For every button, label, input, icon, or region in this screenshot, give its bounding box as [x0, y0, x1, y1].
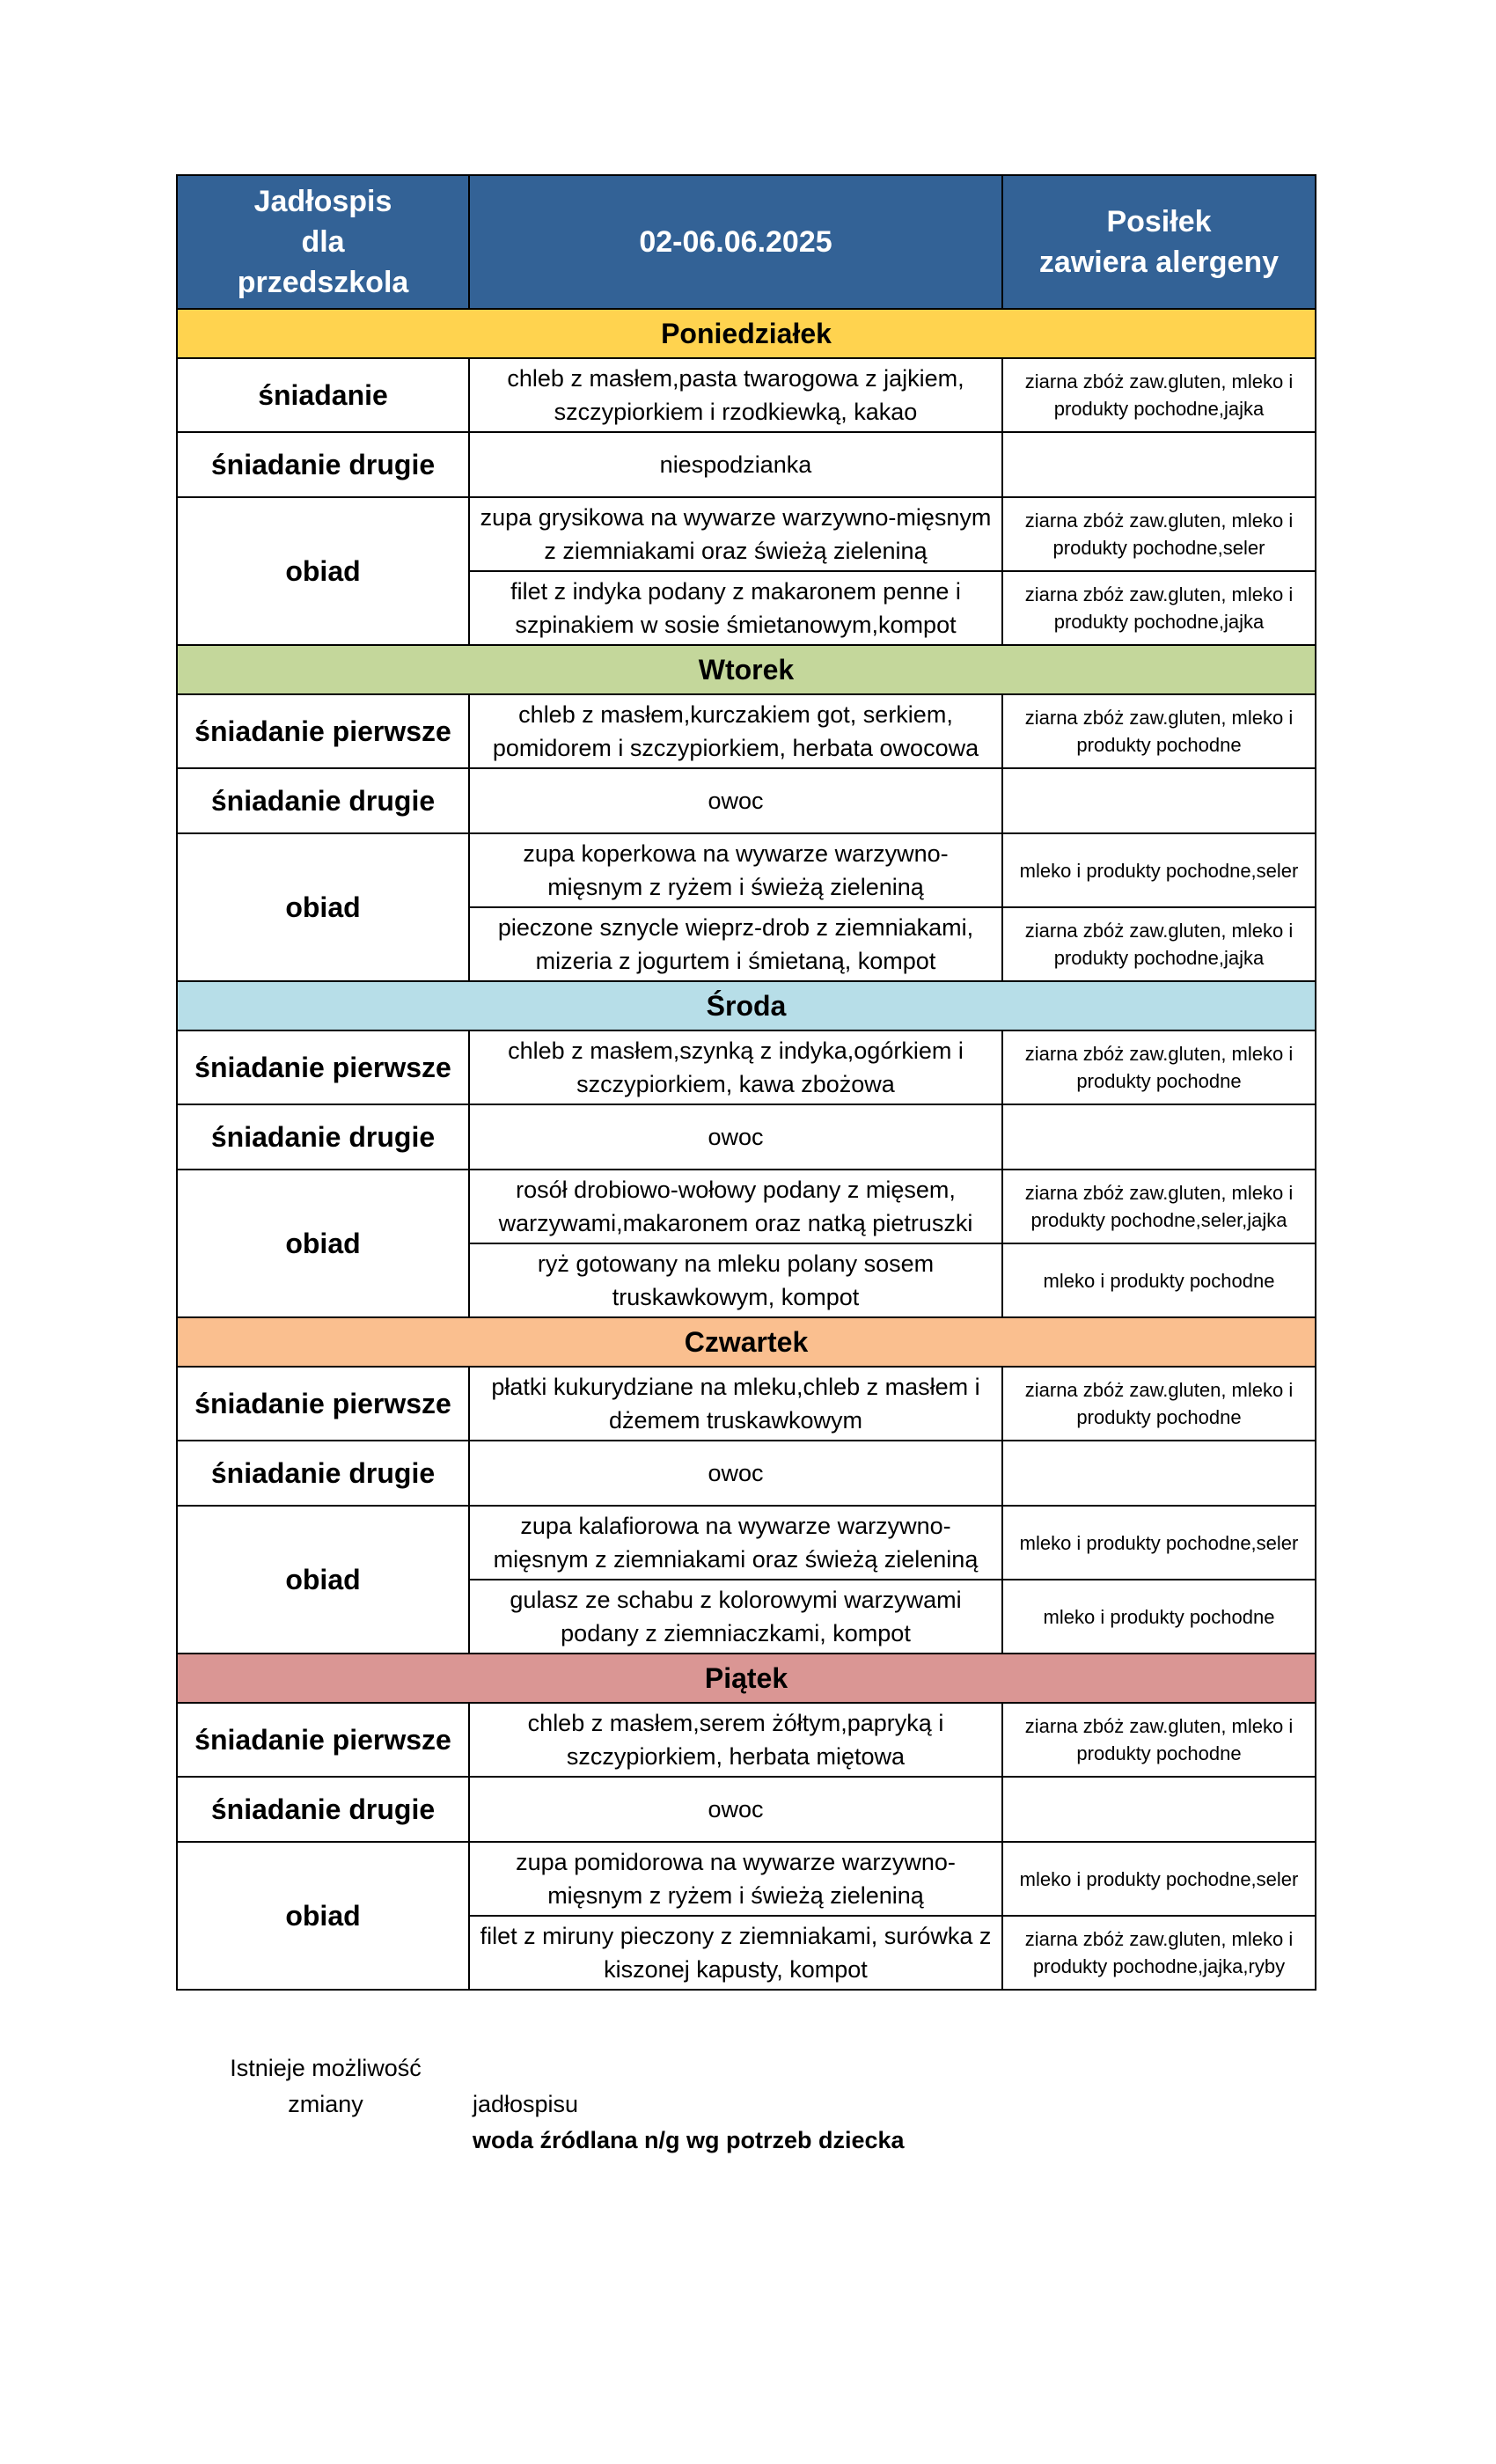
allergen-text: ziarna zbóż zaw.gluten, mleko i produkty pochodne,seler	[1002, 497, 1316, 571]
allergen-text: ziarna zbóż zaw.gluten, mleko i produkty pochodne	[1002, 1367, 1316, 1441]
dish-text: owoc	[469, 1104, 1002, 1170]
header-row	[177, 175, 1316, 309]
dish-text: rosół drobiowo-wołowy podany z mięsem, warzywami,makaronem oraz natką pietruszki	[469, 1170, 1002, 1243]
meal-row-breakfast	[177, 1703, 1316, 1777]
allergen-text	[1002, 1441, 1316, 1506]
dish-text: zupa pomidorowa na wywarze warzywno-mięsnym z ryżem i świeżą zieleniną	[469, 1842, 1002, 1916]
allergen-text	[1002, 1104, 1316, 1170]
allergen-text: mleko i produkty pochodne,seler	[1002, 833, 1316, 907]
allergen-text: mleko i produkty pochodne,seler	[1002, 1842, 1316, 1916]
meal-label: śniadanie drugie	[177, 768, 469, 833]
dish-text: filet z indyka podany z makaronem penne i szpinakiem w sosie śmietanowym,kompot	[469, 571, 1002, 645]
allergen-text	[1002, 1777, 1316, 1842]
meal-label: śniadanie pierwsze	[177, 1367, 469, 1441]
meal-label: śniadanie pierwsze	[177, 694, 469, 768]
meal-row-dinner-soup	[177, 833, 1316, 907]
allergen-text: mleko i produkty pochodne,seler	[1002, 1506, 1316, 1580]
meal-row-dinner-soup	[177, 1506, 1316, 1580]
meal-row-second-breakfast	[177, 1441, 1316, 1506]
day-name: Środa	[177, 981, 1316, 1030]
water-note: woda źródlana n/g wg potrzeb dziecka	[473, 2127, 905, 2153]
meal-row-breakfast	[177, 1030, 1316, 1104]
day-header-row	[177, 309, 1316, 358]
dish-text: zupa grysikowa na wywarze warzywno-mięsnym z ziemniakami oraz świeżą zieleniną	[469, 497, 1002, 571]
meal-row-second-breakfast	[177, 1777, 1316, 1842]
dish-text: chleb z masłem,pasta twarogowa z jajkiem, szczypiorkiem i rzodkiewką, kakao	[469, 358, 1002, 432]
allergen-text: ziarna zbóż zaw.gluten, mleko i produkty pochodne,jajka	[1002, 907, 1316, 981]
meal-label: obiad	[177, 1842, 469, 1990]
dish-text: owoc	[469, 1777, 1002, 1842]
allergen-text: ziarna zbóż zaw.gluten, mleko i produkty pochodne	[1002, 1030, 1316, 1104]
meal-label: śniadanie drugie	[177, 1441, 469, 1506]
day-name: Czwartek	[177, 1317, 1316, 1367]
meal-row-breakfast	[177, 1367, 1316, 1441]
allergen-text	[1002, 432, 1316, 497]
day-header-row	[177, 1654, 1316, 1703]
allergen-text: mleko i produkty pochodne	[1002, 1243, 1316, 1317]
change-note-part1: Istnieje możliwość zmiany	[230, 2055, 422, 2117]
dish-text: filet z miruny pieczony z ziemniakami, surówka z kiszonej kapusty, kompot	[469, 1916, 1002, 1990]
allergen-text: ziarna zbóż zaw.gluten, mleko i produkty pochodne,jajka,ryby	[1002, 1916, 1316, 1990]
meal-label: śniadanie drugie	[177, 1104, 469, 1170]
day-name: Poniedziałek	[177, 309, 1316, 358]
menu-table	[176, 174, 1316, 1991]
dish-text: owoc	[469, 1441, 1002, 1506]
dish-text: chleb z masłem,szynką z indyka,ogórkiem i szczypiorkiem, kawa zbożowa	[469, 1030, 1002, 1104]
meal-label: obiad	[177, 833, 469, 981]
day-name: Wtorek	[177, 645, 1316, 694]
meal-row-breakfast	[177, 694, 1316, 768]
dish-text: zupa kalafiorowa na wywarze warzywno-mięsnym z ziemniakami oraz świeżą zieleniną	[469, 1506, 1002, 1580]
meal-row-breakfast	[177, 358, 1316, 432]
meal-row-second-breakfast	[177, 1104, 1316, 1170]
meal-label: śniadanie drugie	[177, 432, 469, 497]
menu-title: Jadłospis dla przedszkola	[177, 175, 469, 309]
dish-text: pieczone sznycle wieprz-drob z ziemniakami, mizeria z jogurtem i śmietaną, kompot	[469, 907, 1002, 981]
change-note-part2: jadłospisu	[473, 2091, 579, 2117]
allergen-text: ziarna zbóż zaw.gluten, mleko i produkty pochodne,jajka	[1002, 358, 1316, 432]
dish-text: niespodzianka	[469, 432, 1002, 497]
day-name: Piątek	[177, 1654, 1316, 1703]
meal-label: obiad	[177, 1506, 469, 1654]
allergen-text	[1002, 768, 1316, 833]
meal-row-second-breakfast	[177, 768, 1316, 833]
meal-label: śniadanie drugie	[177, 1777, 469, 1842]
dish-text: owoc	[469, 768, 1002, 833]
meal-row-dinner-soup	[177, 1170, 1316, 1243]
dish-text: chleb z masłem,serem żółtym,papryką i szczypiorkiem, herbata miętowa	[469, 1703, 1002, 1777]
day-header-row	[177, 645, 1316, 694]
dish-text: ryż gotowany na mleku polany sosem truskawkowym, kompot	[469, 1243, 1002, 1317]
dish-text: płatki kukurydziane na mleku,chleb z masłem i dżemem truskawkowym	[469, 1367, 1002, 1441]
allergen-text: ziarna zbóż zaw.gluten, mleko i produkty pochodne	[1002, 694, 1316, 768]
day-header-row	[177, 1317, 1316, 1367]
allergen-text: ziarna zbóż zaw.gluten, mleko i produkty pochodne	[1002, 1703, 1316, 1777]
menu-dates: 02-06.06.2025	[469, 175, 1002, 309]
day-header-row	[177, 981, 1316, 1030]
meal-label: śniadanie pierwsze	[177, 1030, 469, 1104]
dish-text: zupa koperkowa na wywarze warzywno-mięsnym z ryżem i świeżą zieleniną	[469, 833, 1002, 907]
dish-text: gulasz ze schabu z kolorowymi warzywami podany z ziemniaczkami, kompot	[469, 1580, 1002, 1654]
allergen-text: ziarna zbóż zaw.gluten, mleko i produkty pochodne,jajka	[1002, 571, 1316, 645]
allergen-text: mleko i produkty pochodne	[1002, 1580, 1316, 1654]
meal-label: obiad	[177, 1170, 469, 1317]
meal-row-dinner-soup	[177, 497, 1316, 571]
meal-label: obiad	[177, 497, 469, 645]
allergen-text: ziarna zbóż zaw.gluten, mleko i produkty pochodne,seler,jajka	[1002, 1170, 1316, 1243]
meal-label: śniadanie	[177, 358, 469, 432]
allergens-header: Posiłek zawiera alergeny	[1002, 175, 1316, 309]
meal-label: śniadanie pierwsze	[177, 1703, 469, 1777]
meal-row-second-breakfast	[177, 432, 1316, 497]
meal-row-dinner-soup	[177, 1842, 1316, 1916]
dish-text: chleb z masłem,kurczakiem got, serkiem, pomidorem i szczypiorkiem, herbata owocowa	[469, 694, 1002, 768]
